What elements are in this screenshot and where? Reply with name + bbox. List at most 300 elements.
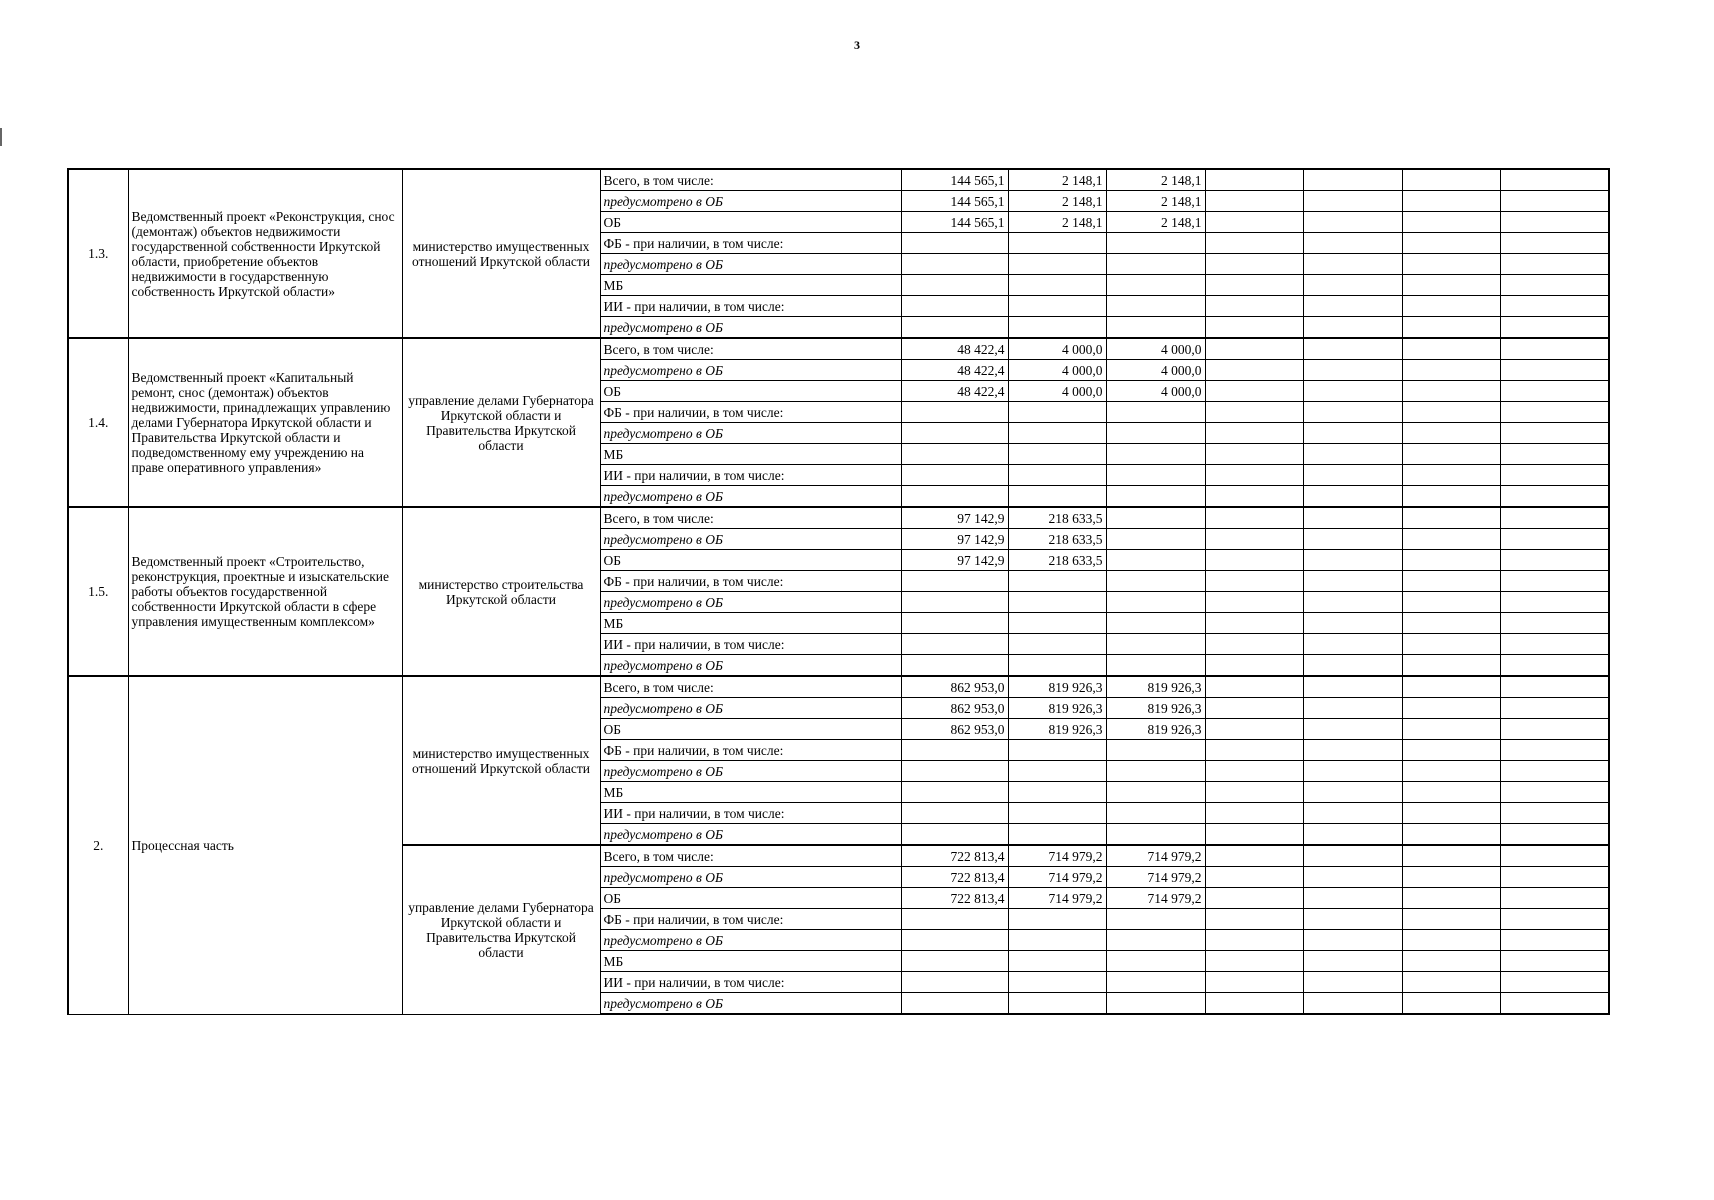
empty-cell	[1303, 296, 1402, 317]
empty-cell	[1205, 613, 1303, 634]
empty-cell	[1402, 381, 1500, 402]
funding-value-year-1: 722 813,4	[901, 845, 1008, 867]
empty-cell	[1500, 845, 1609, 867]
empty-cell	[1303, 993, 1402, 1015]
empty-cell	[1303, 634, 1402, 655]
funding-value-year-2	[1008, 233, 1106, 254]
empty-cell	[1205, 993, 1303, 1015]
funding-value-year-3	[1106, 550, 1205, 571]
funding-value-year-3	[1106, 275, 1205, 296]
funding-source: ОБ	[600, 550, 901, 571]
empty-cell	[1303, 845, 1402, 867]
empty-cell	[1500, 592, 1609, 613]
funding-value-year-3	[1106, 296, 1205, 317]
funding-value-year-3	[1106, 634, 1205, 655]
funding-value-year-3	[1106, 930, 1205, 951]
empty-cell	[1402, 930, 1500, 951]
empty-cell	[1402, 571, 1500, 592]
funding-value-year-2: 218 633,5	[1008, 550, 1106, 571]
funding-value-year-1	[901, 803, 1008, 824]
empty-cell	[1500, 550, 1609, 571]
funding-source: Всего, в том числе:	[600, 845, 901, 867]
empty-cell	[1402, 698, 1500, 719]
empty-cell	[1303, 803, 1402, 824]
funding-value-year-2	[1008, 592, 1106, 613]
funding-source: ИИ - при наличии, в том числе:	[600, 465, 901, 486]
responsible-executor: министерство строительства Иркутской области	[402, 507, 600, 676]
funding-value-year-1: 144 565,1	[901, 169, 1008, 191]
funding-value-year-2: 819 926,3	[1008, 698, 1106, 719]
empty-cell	[1402, 909, 1500, 930]
empty-cell	[1205, 402, 1303, 423]
funding-value-year-3	[1106, 529, 1205, 550]
empty-cell	[1303, 169, 1402, 191]
empty-cell	[1402, 338, 1500, 360]
empty-cell	[1205, 360, 1303, 381]
funding-value-year-3	[1106, 317, 1205, 339]
funding-source: предусмотрено в ОБ	[600, 592, 901, 613]
funding-value-year-3: 714 979,2	[1106, 888, 1205, 909]
item-name: Ведомственный проект «Капитальный ремонт, снос (демонтаж) объектов недвижимости, принадлежащих управлению делами Губернатора Иркутской области и Правительства Иркутской области и подведомственному ему учреждению на праве оперативного управления»	[128, 338, 402, 507]
empty-cell	[1402, 317, 1500, 339]
funding-source: ОБ	[600, 888, 901, 909]
funding-source: МБ	[600, 444, 901, 465]
funding-value-year-1	[901, 296, 1008, 317]
empty-cell	[1402, 993, 1500, 1015]
empty-cell	[1500, 719, 1609, 740]
funding-value-year-1	[901, 824, 1008, 846]
funding-value-year-2: 2 148,1	[1008, 191, 1106, 212]
funding-value-year-1	[901, 402, 1008, 423]
funding-value-year-1	[901, 592, 1008, 613]
empty-cell	[1402, 845, 1500, 867]
empty-cell	[1402, 761, 1500, 782]
funding-value-year-3	[1106, 444, 1205, 465]
funding-value-year-1	[901, 317, 1008, 339]
funding-value-year-2: 2 148,1	[1008, 212, 1106, 233]
empty-cell	[1205, 465, 1303, 486]
funding-source: ФБ - при наличии, в том числе:	[600, 233, 901, 254]
funding-value-year-2: 2 148,1	[1008, 169, 1106, 191]
funding-value-year-3: 2 148,1	[1106, 212, 1205, 233]
empty-cell	[1303, 867, 1402, 888]
funding-source: предусмотрено в ОБ	[600, 655, 901, 677]
funding-source: ОБ	[600, 719, 901, 740]
funding-value-year-1	[901, 275, 1008, 296]
empty-cell	[1500, 782, 1609, 803]
funding-value-year-3	[1106, 507, 1205, 529]
empty-cell	[1303, 402, 1402, 423]
empty-cell	[1402, 169, 1500, 191]
funding-value-year-1: 144 565,1	[901, 212, 1008, 233]
funding-value-year-1: 48 422,4	[901, 338, 1008, 360]
funding-value-year-2: 218 633,5	[1008, 529, 1106, 550]
empty-cell	[1205, 782, 1303, 803]
funding-value-year-2	[1008, 571, 1106, 592]
funding-value-year-2	[1008, 317, 1106, 339]
empty-cell	[1402, 529, 1500, 550]
item-number: 2.	[68, 676, 128, 1014]
funding-value-year-2: 714 979,2	[1008, 845, 1106, 867]
empty-cell	[1303, 613, 1402, 634]
funding-value-year-1	[901, 613, 1008, 634]
empty-cell	[1402, 676, 1500, 698]
funding-value-year-2	[1008, 486, 1106, 508]
empty-cell	[1500, 212, 1609, 233]
funding-source: МБ	[600, 951, 901, 972]
table-row	[68, 338, 1609, 360]
empty-cell	[1500, 275, 1609, 296]
funding-value-year-3	[1106, 402, 1205, 423]
empty-cell	[1303, 676, 1402, 698]
funding-value-year-2	[1008, 930, 1106, 951]
page-number: 3	[854, 38, 860, 52]
empty-cell	[1500, 381, 1609, 402]
empty-cell	[1303, 191, 1402, 212]
empty-cell	[1303, 972, 1402, 993]
funding-source: предусмотрено в ОБ	[600, 761, 901, 782]
empty-cell	[1500, 909, 1609, 930]
empty-cell	[1205, 444, 1303, 465]
empty-cell	[1303, 740, 1402, 761]
empty-cell	[1500, 507, 1609, 529]
empty-cell	[1500, 803, 1609, 824]
empty-cell	[1500, 655, 1609, 677]
empty-cell	[1500, 529, 1609, 550]
item-name: Процессная часть	[128, 676, 402, 1014]
empty-cell	[1402, 191, 1500, 212]
funding-value-year-3: 2 148,1	[1106, 169, 1205, 191]
funding-value-year-2	[1008, 972, 1106, 993]
empty-cell	[1303, 444, 1402, 465]
empty-cell	[1402, 888, 1500, 909]
funding-source: предусмотрено в ОБ	[600, 993, 901, 1015]
funding-value-year-1	[901, 254, 1008, 275]
empty-cell	[1303, 507, 1402, 529]
funding-value-year-1: 862 953,0	[901, 676, 1008, 698]
empty-cell	[1303, 275, 1402, 296]
empty-cell	[1402, 423, 1500, 444]
empty-cell	[1303, 486, 1402, 508]
empty-cell	[1500, 296, 1609, 317]
empty-cell	[1205, 930, 1303, 951]
empty-cell	[1205, 571, 1303, 592]
funding-value-year-1	[901, 486, 1008, 508]
funding-value-year-2: 819 926,3	[1008, 676, 1106, 698]
empty-cell	[1402, 550, 1500, 571]
empty-cell	[1402, 782, 1500, 803]
funding-value-year-3	[1106, 972, 1205, 993]
empty-cell	[1402, 719, 1500, 740]
funding-source: предусмотрено в ОБ	[600, 529, 901, 550]
empty-cell	[1303, 254, 1402, 275]
empty-cell	[1500, 676, 1609, 698]
empty-cell	[1402, 254, 1500, 275]
funding-value-year-3	[1106, 761, 1205, 782]
responsible-executor: управление делами Губернатора Иркутской области и Правительства Иркутской области	[402, 338, 600, 507]
empty-cell	[1205, 275, 1303, 296]
empty-cell	[1303, 655, 1402, 677]
empty-cell	[1500, 740, 1609, 761]
empty-cell	[1205, 550, 1303, 571]
empty-cell	[1500, 634, 1609, 655]
empty-cell	[1500, 613, 1609, 634]
funding-value-year-3	[1106, 951, 1205, 972]
empty-cell	[1205, 698, 1303, 719]
funding-value-year-2: 4 000,0	[1008, 360, 1106, 381]
empty-cell	[1205, 845, 1303, 867]
funding-value-year-2	[1008, 909, 1106, 930]
funding-value-year-1	[901, 740, 1008, 761]
empty-cell	[1402, 507, 1500, 529]
funding-value-year-1	[901, 233, 1008, 254]
empty-cell	[1205, 803, 1303, 824]
empty-cell	[1303, 529, 1402, 550]
funding-source: предусмотрено в ОБ	[600, 317, 901, 339]
empty-cell	[1205, 507, 1303, 529]
funding-value-year-3	[1106, 465, 1205, 486]
empty-cell	[1402, 444, 1500, 465]
empty-cell	[1500, 888, 1609, 909]
funding-value-year-3	[1106, 571, 1205, 592]
funding-value-year-1	[901, 423, 1008, 444]
empty-cell	[1402, 402, 1500, 423]
table-row	[68, 676, 1609, 698]
empty-cell	[1303, 782, 1402, 803]
funding-source: ИИ - при наличии, в том числе:	[600, 803, 901, 824]
funding-value-year-1	[901, 909, 1008, 930]
empty-cell	[1205, 529, 1303, 550]
empty-cell	[1303, 465, 1402, 486]
funding-value-year-1: 97 142,9	[901, 507, 1008, 529]
empty-cell	[1303, 592, 1402, 613]
funding-value-year-2	[1008, 296, 1106, 317]
funding-source: ФБ - при наличии, в том числе:	[600, 571, 901, 592]
funding-value-year-1: 722 813,4	[901, 888, 1008, 909]
funding-source: ИИ - при наличии, в том числе:	[600, 634, 901, 655]
funding-value-year-1	[901, 782, 1008, 803]
empty-cell	[1303, 317, 1402, 339]
funding-source: предусмотрено в ОБ	[600, 867, 901, 888]
empty-cell	[1500, 486, 1609, 508]
empty-cell	[1500, 951, 1609, 972]
funding-source: МБ	[600, 275, 901, 296]
empty-cell	[1402, 465, 1500, 486]
funding-value-year-3	[1106, 655, 1205, 677]
responsible-executor: министерство имущественных отношений Иркутской области	[402, 169, 600, 338]
funding-source: ОБ	[600, 381, 901, 402]
empty-cell	[1303, 888, 1402, 909]
funding-source: Всего, в том числе:	[600, 338, 901, 360]
funding-value-year-2: 714 979,2	[1008, 888, 1106, 909]
funding-value-year-1: 144 565,1	[901, 191, 1008, 212]
funding-source: ОБ	[600, 212, 901, 233]
funding-source: Всего, в том числе:	[600, 676, 901, 698]
funding-value-year-3	[1106, 613, 1205, 634]
empty-cell	[1205, 296, 1303, 317]
empty-cell	[1303, 423, 1402, 444]
funding-value-year-1: 97 142,9	[901, 529, 1008, 550]
funding-value-year-1	[901, 444, 1008, 465]
funding-value-year-1: 48 422,4	[901, 360, 1008, 381]
funding-source: ИИ - при наличии, в том числе:	[600, 296, 901, 317]
responsible-executor: управление делами Губернатора Иркутской области и Правительства Иркутской области	[402, 845, 600, 1014]
empty-cell	[1500, 571, 1609, 592]
funding-value-year-1	[901, 930, 1008, 951]
empty-cell	[1205, 317, 1303, 339]
scan-edge-mark	[0, 128, 2, 146]
empty-cell	[1402, 613, 1500, 634]
empty-cell	[1303, 698, 1402, 719]
funding-value-year-3	[1106, 909, 1205, 930]
empty-cell	[1402, 233, 1500, 254]
funding-source: предусмотрено в ОБ	[600, 423, 901, 444]
funding-value-year-3	[1106, 993, 1205, 1015]
funding-value-year-2	[1008, 824, 1106, 846]
empty-cell	[1500, 169, 1609, 191]
funding-value-year-1: 862 953,0	[901, 719, 1008, 740]
empty-cell	[1205, 191, 1303, 212]
empty-cell	[1303, 338, 1402, 360]
funding-value-year-1	[901, 634, 1008, 655]
funding-value-year-2	[1008, 613, 1106, 634]
funding-source: предусмотрено в ОБ	[600, 254, 901, 275]
funding-source: ФБ - при наличии, в том числе:	[600, 402, 901, 423]
funding-value-year-3: 714 979,2	[1106, 867, 1205, 888]
empty-cell	[1402, 634, 1500, 655]
responsible-executor: министерство имущественных отношений Иркутской области	[402, 676, 600, 845]
funding-value-year-2	[1008, 423, 1106, 444]
funding-source: Всего, в том числе:	[600, 507, 901, 529]
empty-cell	[1303, 571, 1402, 592]
funding-value-year-2	[1008, 254, 1106, 275]
empty-cell	[1402, 275, 1500, 296]
empty-cell	[1205, 381, 1303, 402]
item-number: 1.3.	[68, 169, 128, 338]
funding-source: МБ	[600, 782, 901, 803]
empty-cell	[1205, 338, 1303, 360]
funding-value-year-3	[1106, 824, 1205, 846]
funding-source: Всего, в том числе:	[600, 169, 901, 191]
funding-source: ФБ - при наличии, в том числе:	[600, 740, 901, 761]
funding-value-year-2	[1008, 634, 1106, 655]
empty-cell	[1205, 909, 1303, 930]
funding-source: предусмотрено в ОБ	[600, 930, 901, 951]
empty-cell	[1500, 338, 1609, 360]
empty-cell	[1402, 951, 1500, 972]
empty-cell	[1500, 465, 1609, 486]
funding-value-year-1	[901, 655, 1008, 677]
empty-cell	[1402, 655, 1500, 677]
empty-cell	[1205, 212, 1303, 233]
empty-cell	[1205, 254, 1303, 275]
empty-cell	[1500, 761, 1609, 782]
funding-value-year-3	[1106, 740, 1205, 761]
empty-cell	[1500, 191, 1609, 212]
funding-value-year-1: 48 422,4	[901, 381, 1008, 402]
empty-cell	[1205, 423, 1303, 444]
funding-value-year-2: 218 633,5	[1008, 507, 1106, 529]
empty-cell	[1500, 444, 1609, 465]
item-name: Ведомственный проект «Реконструкция, снос (демонтаж) объектов недвижимости государственной собственности Иркутской области, приобретение объектов недвижимости в государственную собственность Иркутской области»	[128, 169, 402, 338]
empty-cell	[1205, 888, 1303, 909]
funding-value-year-2	[1008, 465, 1106, 486]
funding-value-year-3: 714 979,2	[1106, 845, 1205, 867]
empty-cell	[1205, 169, 1303, 191]
empty-cell	[1500, 254, 1609, 275]
funding-source: предусмотрено в ОБ	[600, 486, 901, 508]
funding-value-year-3	[1106, 592, 1205, 613]
funding-source: МБ	[600, 613, 901, 634]
empty-cell	[1402, 592, 1500, 613]
item-name: Ведомственный проект «Строительство, реконструкция, проектные и изыскательские работы объектов государственной собственности Иркутской области в сфере управления имущественным комплексом»	[128, 507, 402, 676]
funding-value-year-2	[1008, 951, 1106, 972]
empty-cell	[1500, 360, 1609, 381]
table-row	[68, 507, 1609, 529]
empty-cell	[1205, 233, 1303, 254]
empty-cell	[1205, 719, 1303, 740]
funding-value-year-3	[1106, 803, 1205, 824]
empty-cell	[1303, 761, 1402, 782]
funding-value-year-3: 819 926,3	[1106, 719, 1205, 740]
funding-value-year-3: 4 000,0	[1106, 381, 1205, 402]
funding-value-year-1	[901, 465, 1008, 486]
empty-cell	[1500, 698, 1609, 719]
empty-cell	[1402, 486, 1500, 508]
funding-value-year-2	[1008, 761, 1106, 782]
funding-value-year-1	[901, 951, 1008, 972]
empty-cell	[1500, 993, 1609, 1015]
funding-value-year-2	[1008, 803, 1106, 824]
funding-value-year-2	[1008, 740, 1106, 761]
funding-value-year-1	[901, 571, 1008, 592]
funding-value-year-3	[1106, 423, 1205, 444]
empty-cell	[1303, 233, 1402, 254]
empty-cell	[1500, 824, 1609, 846]
empty-cell	[1402, 824, 1500, 846]
empty-cell	[1205, 592, 1303, 613]
funding-value-year-1: 862 953,0	[901, 698, 1008, 719]
empty-cell	[1303, 360, 1402, 381]
empty-cell	[1205, 951, 1303, 972]
empty-cell	[1205, 972, 1303, 993]
empty-cell	[1402, 803, 1500, 824]
funding-value-year-2	[1008, 275, 1106, 296]
funding-value-year-1	[901, 993, 1008, 1015]
funding-source: ФБ - при наличии, в том числе:	[600, 909, 901, 930]
empty-cell	[1500, 402, 1609, 423]
empty-cell	[1500, 972, 1609, 993]
funding-value-year-3: 4 000,0	[1106, 360, 1205, 381]
empty-cell	[1500, 233, 1609, 254]
funding-value-year-1: 97 142,9	[901, 550, 1008, 571]
funding-value-year-1	[901, 972, 1008, 993]
funding-value-year-1	[901, 761, 1008, 782]
empty-cell	[1402, 972, 1500, 993]
funding-source: ИИ - при наличии, в том числе:	[600, 972, 901, 993]
empty-cell	[1303, 550, 1402, 571]
empty-cell	[1303, 381, 1402, 402]
empty-cell	[1205, 676, 1303, 698]
item-number: 1.4.	[68, 338, 128, 507]
funding-value-year-3	[1106, 782, 1205, 803]
funding-value-year-2	[1008, 402, 1106, 423]
empty-cell	[1303, 930, 1402, 951]
empty-cell	[1500, 930, 1609, 951]
empty-cell	[1402, 740, 1500, 761]
funding-value-year-2	[1008, 444, 1106, 465]
empty-cell	[1402, 212, 1500, 233]
